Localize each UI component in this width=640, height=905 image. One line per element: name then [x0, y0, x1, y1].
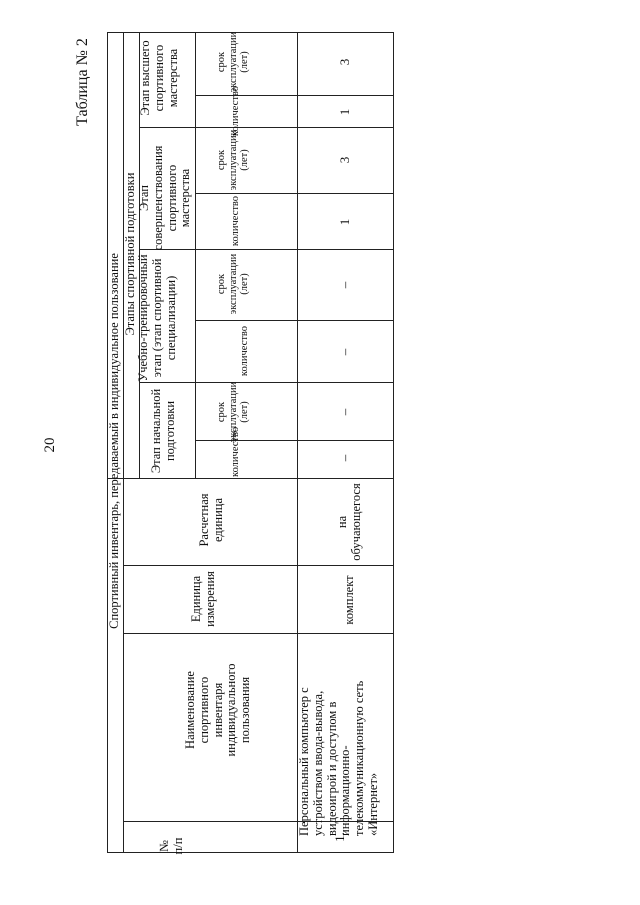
row-num: 1. — [332, 832, 347, 842]
row-stage-3-term: 3 — [337, 156, 352, 164]
row-stage-3-qty: 1 — [337, 218, 352, 226]
table-group-title: Спортивный инвентарь, передаваемый в индивидуальное пользование — [107, 253, 121, 629]
stage-1-term-header: срок эксплуатации (лет) — [216, 381, 251, 443]
row-stage-4-qty: 1 — [337, 108, 352, 116]
stage-2-qty-header: количество — [239, 325, 250, 377]
row-stage-2-qty: – — [337, 348, 352, 356]
row-stage-1-term: – — [337, 408, 352, 416]
page-number: 20 — [42, 437, 58, 453]
row-stage-4-term: 3 — [337, 58, 352, 66]
row-unit: комплект — [342, 575, 356, 625]
header-num: № п/п — [157, 837, 185, 855]
stage-title-4: Этап высшего спортивного мастерства — [138, 40, 180, 116]
table-label: Таблица № 2 — [74, 38, 91, 126]
stage-4-term-header: срок эксплуатации (лет) — [216, 31, 251, 93]
stage-3-qty-header: количество — [230, 195, 241, 247]
stage-2-term-header: срок эксплуатации (лет) — [216, 253, 251, 315]
row-calc-unit: на обучающегося — [335, 483, 363, 561]
stage-4-qty-header: количество — [230, 85, 241, 137]
stage-title-1: Этап начальной подготовки — [149, 388, 177, 474]
stage-3-term-header: срок эксплуатации (лет) — [216, 129, 251, 191]
stage-title-3: Этап совершенствования спортивного мастерства — [137, 145, 193, 251]
row-stage-1-qty: – — [337, 454, 352, 462]
header-calc-unit: Расчетная единица — [197, 493, 225, 547]
row-name: Персональный компьютер с устройством ввода-вывода, видеоигрой и доступом в информационно-телекоммуникационную сеть «Интернет» — [297, 680, 380, 836]
stage-title-2: Учебно-тренировочный этап (этап спортивной специализации) — [136, 254, 178, 382]
header-name: Наименование спортивного инвентаря индивидуального пользования — [183, 663, 252, 757]
stages-title: Этапы спортивной подготовки — [123, 172, 137, 336]
row-stage-2-term: – — [337, 281, 352, 289]
stage-1-qty-header: количество — [230, 426, 241, 477]
header-unit: Единица измерения — [189, 571, 217, 627]
